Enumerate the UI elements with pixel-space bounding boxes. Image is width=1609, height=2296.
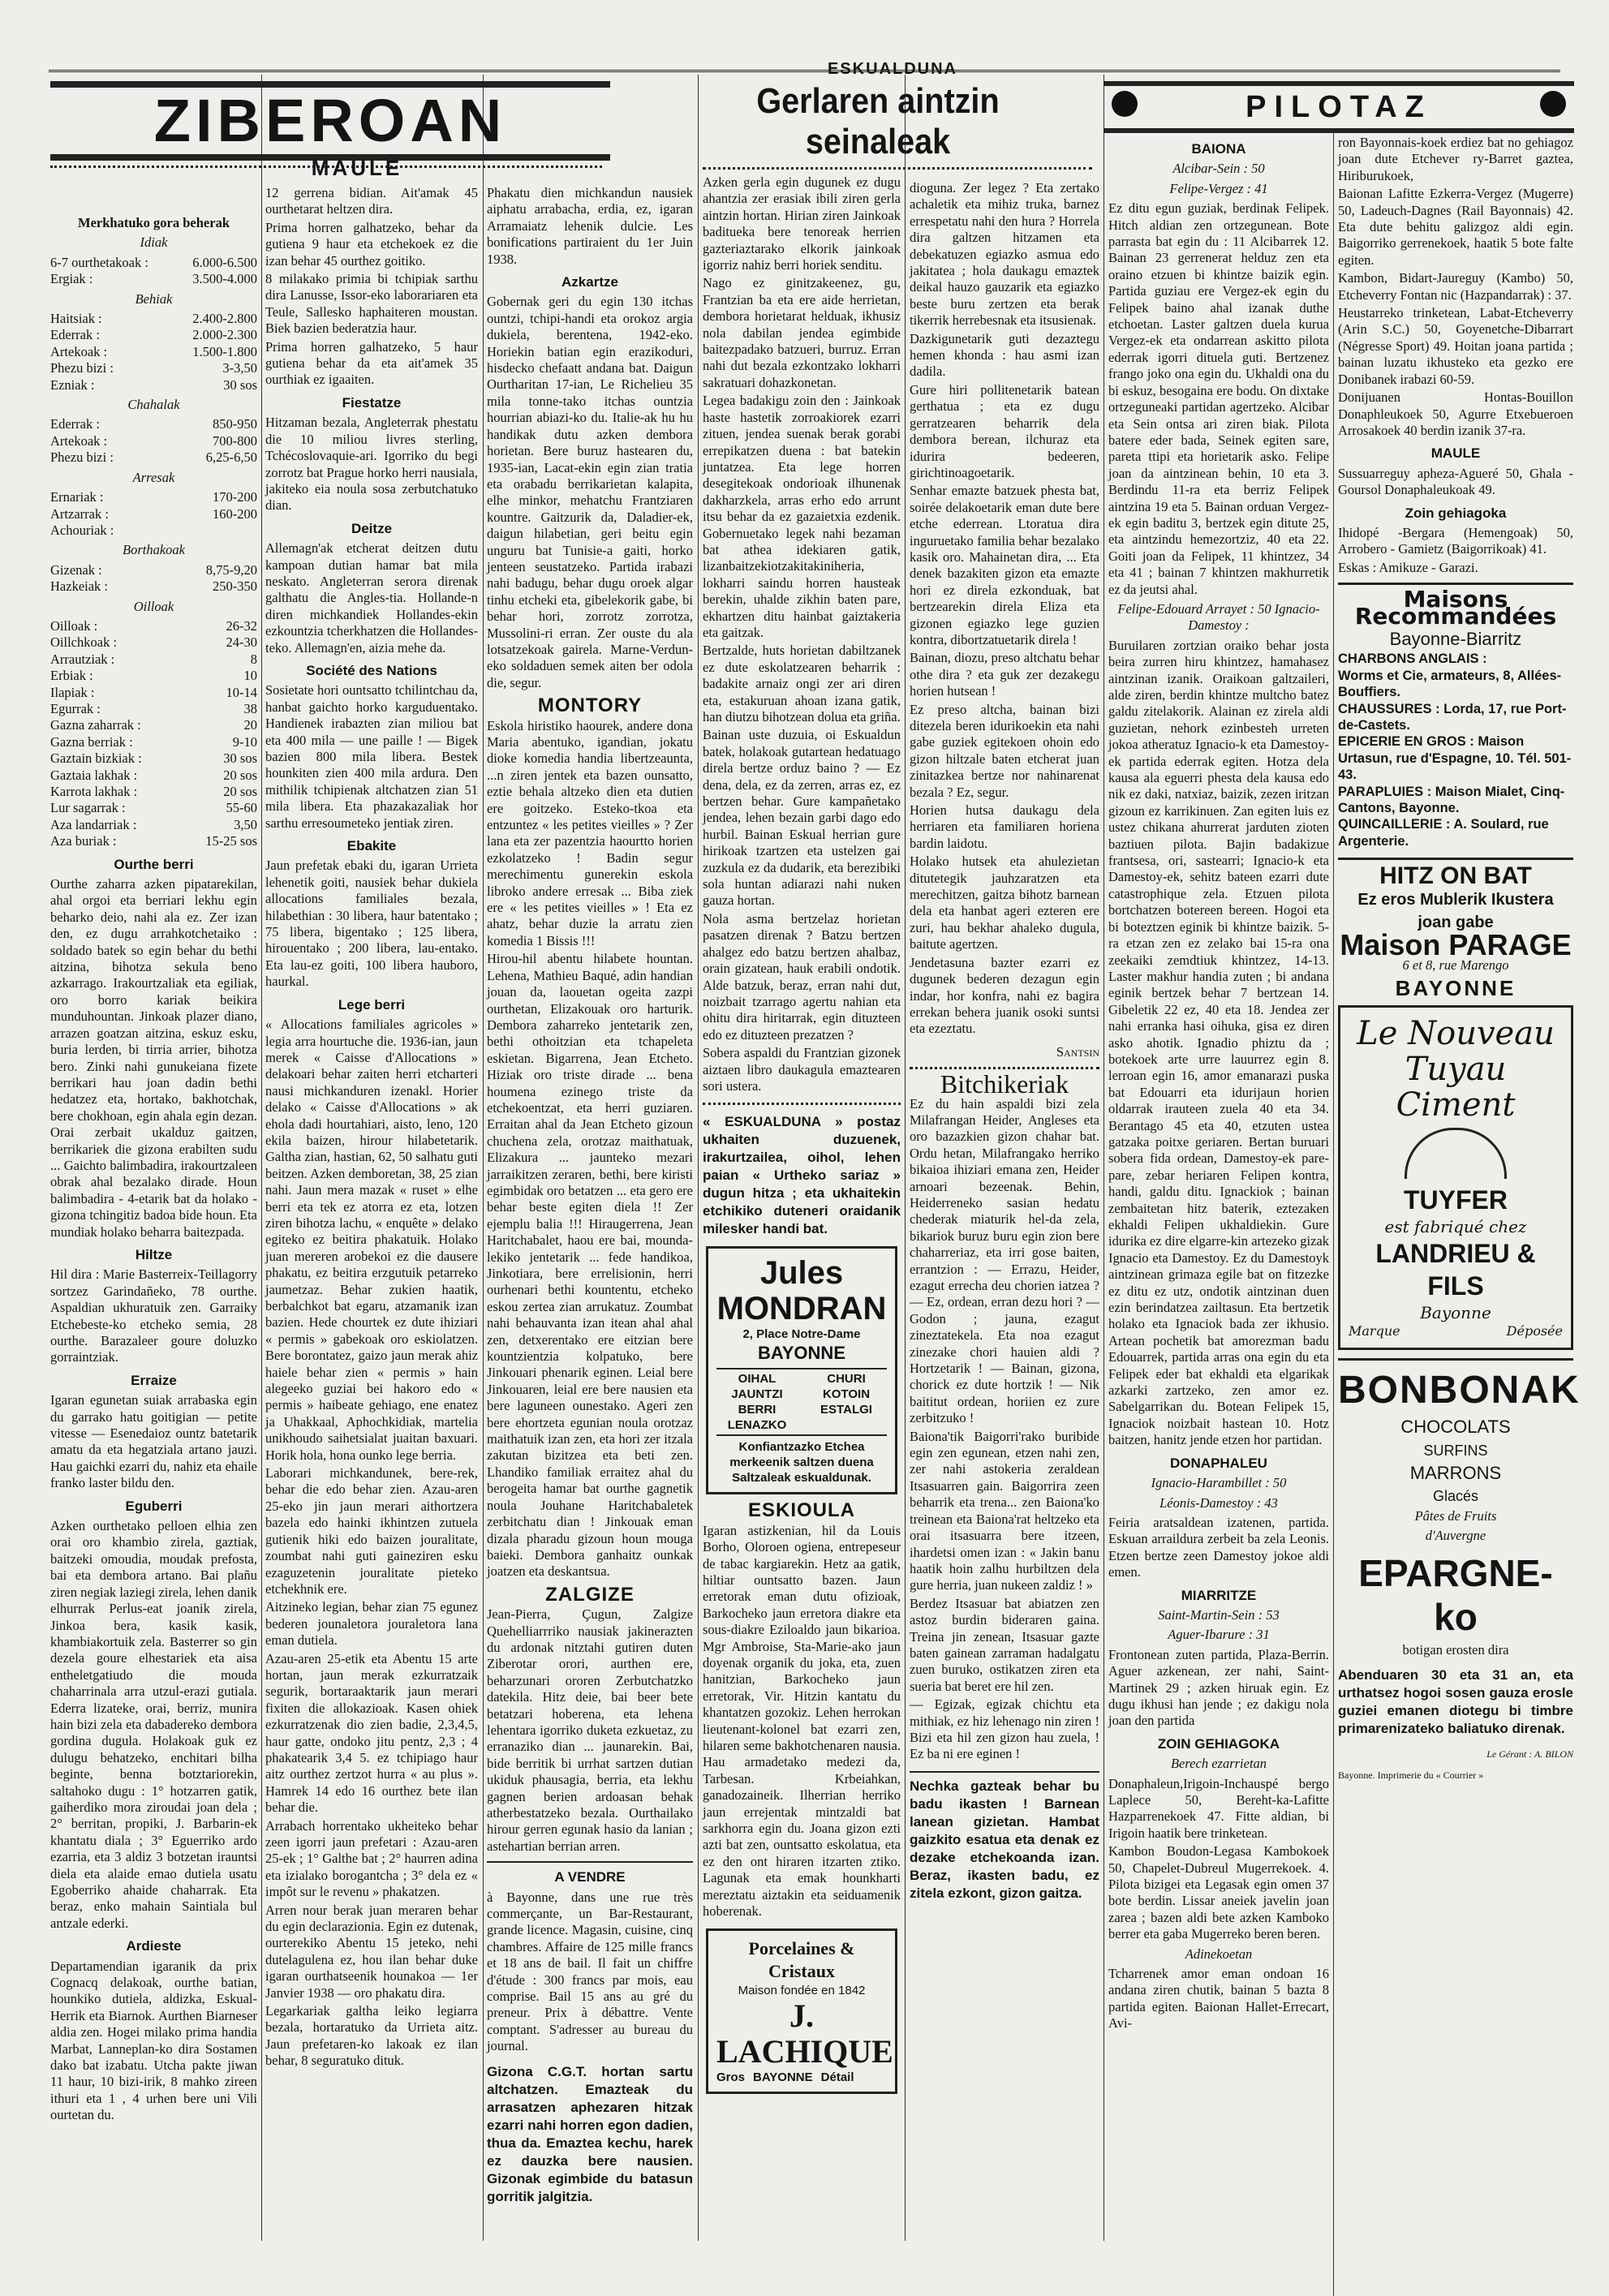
market-row: Egurrak : 38 [50, 700, 257, 716]
ad-epargne: EPARGNE-ko [1358, 1551, 1553, 1638]
ad-line: d'Auvergne [1425, 1528, 1486, 1544]
subheading-oilloak: Oilloak [133, 598, 174, 614]
column-rule [905, 75, 906, 2241]
article-text: Jaun prefetak ebaki du, igaran Urrieta lehenetik goiti, nausiek behar dukiela allocations familiales bezala, hilabethian : 30 libera, haur batentako ; 75 libera, bigentako ; 125 libera, hirouentako ; 200 libera, lau-entako. Eta lau-ez goiti, 100 libera hauboro, haurkal. [265, 858, 478, 990]
article-text: Sosietate hori ountsatto tchilintchau da, hanbat gaichto horko karguduentako. Handienek irabazten zian miliou bat eta 400 mila — une paille ! — Bigek bazien 800 mila libera. Bestek hounkiten zien 400 mila ardura. Den mithilik tchipienak altchatzen zian 51 mila libera. Eta phazakazaliak hor sarthu erresoumeteko jentiak ziren. [265, 682, 478, 831]
article-text: Laborari michkandunek, bere-rek, behar die edo behar zien. Azau-aren 25-eko jin jaun merari aithortzera bazela edo hainki ikhintzen zutuela gutienik hiki edo baizen jouralitate, zoumbat nahi guti gaineziren esku ezaguzetenin jouralitate pieteko etchekhnik ere. [265, 1465, 478, 1597]
article-text: Hirou-hil abentu hilabete hountan. Lehena, Mathieu Baqué, adin handian jouan da, laouetan ogeita zazpi ourthetan, Elizakouak oro harturik. Dembora zaharreko jentetarik zen, bethi othoitzian eta tchapeleta eskietan. Bigarrena, Jean Etcheto. Hiziak oro triste dirade ... bena houmena ezinego triste da etchekoentzat, eta herri guziaren. Erraitan ahal da Jean Etcheto gizoun chuchena zela, orotzaz maithatuak, Elizakura ... jaunteko mezari jarraikitzen zeraren, bethi, bere kiristi egimbidak oro betatzen ... eta gero ere behar beste egiten diela !! Zer ejemplu balia !!! Hiraugerrena, Jean Haritchabalet, haou ere bai, mounda-lekiko jentetarik ... fede handikoa, Jinkotiara, bere errelisionin, herri ourhenari bethi kountentu, etcheko eskou zertea zian arrukatuz. Zoumbat nahi behauvanta izan itean ahal ahal zen, detxerentako ere eitzian bere kountzientzia kolpatuko, bere Jinkouari phenarik eginen. Leial bere Jinkouaren, leial ere bere nausien eta bere laguneen ounestako. Ageri zen bere ehortzeta egunian noula orotzaz maithatuik izan zen, eta hori zer itzala zakutan bizitzea eta beti zen. Lhandiko familiak erraitez ahal du berogeita hamar bat ourthe gagnetik noula Jouhane Haritchabaletek zerbitchatu dian ! Jinkouak eman dizala pharadu gizoun houn mouga baieki. Dembora ganhaitz ounkak joatzen eta deskantsua. [487, 951, 693, 1580]
article-text: Phakatu dien michkandun nausiek aiphatu arrabacha, erdia, ez, igaran Arramaiatz lehenik dulcie. Les bonifications partiraient du 1er Juin 1938. [487, 185, 693, 267]
market-row: Ilapiak : 10-14 [50, 684, 257, 700]
market-row: Artekoak : 1.500-1.800 [50, 343, 257, 359]
article-text: Ihidopé -Bergara (Hemengoak) 50, Arrobero - Gamietz (Baigorrikoak) 41. [1338, 524, 1573, 557]
article-text: Frontonean zuten partida, Plaza-Berrin. Aguer azkenean, zer nahi, Saint-Martinek 29 ; azken hiruak egin. Ez dugu ikhusi han jende ; ez dakigu nola joan den partida [1108, 1646, 1329, 1729]
heading-zoin-gehiagoka: ZOIN GEHIAGOKA [1157, 1735, 1280, 1752]
top-rule [49, 70, 1560, 72]
heading-miarritze: MIARRITZE [1181, 1587, 1257, 1603]
heading-deitze: Deitze [351, 520, 393, 536]
article-text: Arrabach horrentako ukheiteko behar zeen igorri jaun prefetari : Azau-aren 25-ek ; 1° Galthe bat ; 2° haurren adina eta izialako borogantcha ; 3° dela ez « impôt sur le revenu » phakatzen. [265, 1817, 478, 1900]
heading-montory: MONTORY [537, 694, 643, 717]
article-text: Holako hutsek eta ahulezietan ditutetegik jauhzaratzen eta merechitzen, gaitza bihotz barnean dela eta hanbat ageri ezteren ere zuri, hau bekhar ahaleko dugula, baitute agertzen. [910, 853, 1099, 952]
article-text: Azken ourthetako pelloen elhia zen orai oro khambio zirela, gaztiak, baitzeki omoudia, moudak prefosta, bai eta dembora artano. Bai plañu ziren negiak laziegi zirela, lehen danik elhurrak Perlus-eat joanik zirela, Jinkoa bera, kasik kasik, khambiakortuik zela. Basterrer so gin dezela goure elhestariek eta aisa entheletgatiudo die mouda chaharrinala arra utzul-erazi gutiala. Ederra lizateke, orai, berriz, munira hain bizi zela eta dabadereko dembora gordina dugula. Holakoak guk ez dulugu behatzeko, enchitari bilha beginte, benna botztariorekin, saltahoko dugu : 1° hotzarren gatik, gaiherdiko mora ziroudai joan dela ; 2° berritan, propiki, J. Barbarin-ek khantatu diala ; 3° Eguerriko ardo ezarria, eta 3 aldiz 3 botzetan irauntsi diela eta alaide emao dutiela usatu Egoberriko ahaide chaharrak. Eta beraz, enko mahain Saintiala bul antzale ederki. [50, 1518, 257, 1931]
article-text: Ourthe zaharra azken pipatarekilan, ahal orgoi eta berriari lekhu egin beharko deio, nahi ala ez. Zer izan den, ez dugu arrahkotchetaiko : soldado batek so egin behar du bethi aitzina, bihotza sekula beno azkarrago. Irakourtzaliak eta egiliak, oro borro kariak beikira munduhountan. Jinkoak plazer diano, arrazen goatzan aitzina, eskuz esku, buria lerden, bi tirria arrier, bihotza bero. Zinki nahi gunukeiana fizete berrikari hau joan dadin bethi hedatzez eta, hortako, bakhotchak, bere chokhoan, egin ahala egin dezan. Orai zerbait ukalduz gaitzen, berrikariek die gizona erabilten sudu ... Gaichto balimbadira, irakourtzaleen obrak ahal bezalako dirade. Houn balimbadira - 4-etarik bat da holako - gizona tchingitiz badoa bide houn. Eta mundiak holako beharra baitezpada. [50, 876, 257, 1240]
ad-footer: Konfiantzazko Etchea merkeenik saltzen duena Saltzaleak eskualdunak. [729, 1440, 874, 1486]
subheading-arresak: Arresak [132, 469, 175, 485]
market-row: Hazkeiak : 250-350 [50, 578, 257, 595]
subheading-idiak: Idiak [140, 234, 168, 251]
article-text: Donaphaleun,Irigoin-Inchauspé bergo Laplece 50, Bereht-ka-Lafitte Hazparrenekoek 47. Fitte aldian, bi Irigoin haatik bere trinketean. [1108, 1775, 1329, 1841]
column-6-pilota [1108, 135, 1329, 2228]
score: Felipe-Edouard Arrayet : 50 Ignacio-Damestoy : [1117, 600, 1320, 634]
article-text: Eskas : Amikuze - Garazi. [1338, 559, 1478, 575]
heading-zalgize: ZALGIZE [545, 1583, 635, 1606]
section-title-gerlaren: Gerlaren aintzin seinaleak [756, 81, 1000, 161]
article-text: 8 milakako primia bi tchipiak sarthu dira Lanusse, Issor-eko laborariaren eta Teule, Sallesko haphaiteren moustan. Biek bazien bederatzia haur. [265, 271, 478, 337]
market-row: Gaztaia lakhak : 20 sos [50, 767, 257, 783]
market-row: Ernariak : 170-200 [50, 489, 257, 505]
column-4 [703, 81, 1000, 2231]
heading-maule: MAULE [1430, 445, 1481, 462]
market-row: 6-7 ourthetakoak : 6.000-6.500 [50, 254, 257, 270]
ad-line: SURFINS [1423, 1442, 1488, 1459]
notice-nechka: Nechka gazteak behar bu badu ikasten ! Barnean lanean gizietan. Hambat gaizkito esatua eta denak ez dezake etchekoanda izan. Beraz, ikasten badu, ez zitela ezkont, gizon gaitza. [910, 1771, 1099, 1903]
article-text: Kambon Boudon-Legasa Kambokoek 50, Chapelet-Dubreul Mugerrekoek. 4. Pilota bizigei eta Legasak egin omen 37 bote berdin. Lissar aneiek javelin joan zarea ; bazen aldi bete azken Kamboko berrer eta gaba Mugerreko beren beren. [1108, 1843, 1329, 1942]
market-row: Phezu bizi : 6,25-6,50 [50, 449, 257, 466]
article-text: Jendetasuna bazter ezarri ez dugunek bederen dezagun egin indar, hor konfra, nahi ez bagira errekan behera juanik osoki suntsi eta ezeztatu. [910, 954, 1099, 1037]
masthead: ESKUALDUNA [828, 60, 957, 78]
article-text: dioguna. Zer legez ? Eta zertako achaletik eta mihiz truka, barnez errespetatu nahi den hura ? Horrela dira galtzen hitzamen eta debekatuzen egiazko asmua edo jakitatea ; hola daukagu emaztek deikal hauzo gauzarik eta egiazko beste buru zertzen eta berak tikerrik herrebesnak eta itsusienak. [910, 180, 1099, 329]
article-text: Nola asma bertzelaz horietan pasatzen direnak ? Batzu bertzen ahalgez edo batzu bertzen ahalbaz, orain gizatean, hauk erabili ondotik. Alde batzuk, beraz, erran nahi dut, noizbait tzarrago agertu nahian eta ohitu dira hiritarrak, egin dituzteen edo ez dituzteen prezatzen ? [703, 910, 901, 1043]
market-row: Phezu bizi : 3-3,50 [50, 360, 257, 376]
article-text: Bertzalde, huts horietan dabiltzanek ez dute eskolatzearen beharrik : badakite arnaiz ongi zer ari diren eta, estakuruan ahoan izana gatik, han diutzu bihotzean dolua eta griña. [703, 643, 901, 724]
heading-societe: Société des Nations [306, 662, 437, 678]
ad-name: Jules MONDRAN [716, 1255, 887, 1327]
score: Léonis-Damestoy : 43 [1159, 1494, 1278, 1511]
ad-line: Ez eros Mublerik Ikustera [1357, 890, 1554, 909]
subheading: Zoin gehiagoka [1405, 505, 1507, 521]
ad-line: PARAPLUIES : Maison Mialet, Cinq-Cantons, Bayonne. [1338, 784, 1565, 816]
article-text: Igaran astizkenian, hil da Louis Borho, Oloroen ogiena, entrepeseur de tabac kargiarekin. Hetz aa gatik, hiltiar ountsatto bazen. Jaun erretorak eman dutu ofizioak, Barkocheko jaun erretora diakre eta sous-diakre Eziloaldo jaun bikarioa. Mgr Ambroise, Sta-Marie-ako jaun doyenak organik du joka, eta, zuen hanitzian, Barkocheko jaun erretorak, Vir. Hitzin kantatu du khantatzen gozokiz. Lehen herrokan lieutenant-kolonel bat ezarri zen, hilaren seme bakhotchenaren nausia. Hau armadetako medezi da, Tarbesan. Krbeiahkan, ganadozaineik. Ilherrian herriko jaun errejentak mintzaldi bat sarkhorra egin du. Joana gizon ezti azti bat zen, ountsatto eskolatua, eta ez den ont hiraren itzarten ztiko. Lagunak eta emak hounkharti mereztatu aiztakin eta seiduamenik hoberenak. [703, 1522, 901, 1920]
ad-notice: Abenduaren 30 eta 31 an, eta urthatsez hogoi sosen gauza erosle guziei emanen diotegu bi timbre primarenizateko baliatuko direnak. [1338, 1666, 1573, 1736]
column-6-ads [1338, 135, 1581, 2228]
subheading-borthakoak: Borthakoak [123, 542, 185, 558]
market-row: Karrota lakhak : 20 sos [50, 784, 257, 799]
pilotaz-header [1103, 81, 1574, 133]
article-text: Allemagn'ak etcherat deitzen dutu kampoan dutian hamar bat mila neskato. Angleterran serora direnak galthatu die Angles-tia. Hollande-n diren michkandiek Hollandes-ekin ezkountzia tcherkhatzen die Hollandes-teko. Allemagn'en, aizia mehe da. [265, 540, 478, 656]
article-text: Prima horren galhatzeko, 5 haur gutiena behar da eta ait'amek 35 ourthiak ez igaaiten. [265, 338, 478, 388]
article-text: Igaran egunetan suiak arrabaska egin du garrako hatu goitigian — petite vitesse — Esenedaioz ountz batetarik amatu da eta hegatziala artano jauzi. Hau gaichki ezarri du, nahiz eta ehaile franko laster bildu den. [50, 1392, 257, 1491]
column-3 [487, 185, 693, 2229]
article-text: Legea badakigu zoin den : Jainkoak haste hastetik zorroakiorek ezarri zituen, jendea suenak berak gorabi errepikatzen duena : bat batekin juntatzea. Eta lege horren desegitekoak ondorioak ilhunenak dakharzkela, arras erho edo arrunt itsu behar da ez gazaietxia ezdenik. Gobernuetako legek nahi bezaman bat athea idekiaren gatik, lizanbaitzekiotzakitakiniheria, lokharri saindu horren hausteak berekin, uhalde zikhin baten pare, ekhartzen ditu hainbat gaiztakeria eta gaitzak. [703, 393, 901, 640]
article-text: Baionan Lafitte Ezkerra-Vergez (Mugerre) 50, Ladeuch-Dagnes (Rail Bayonnais) 42. Eta dute behitu galizgoz aldi egin. Baigorriko gerrenekoek, haatik 5 bote falte egiten. [1338, 186, 1573, 268]
market-row: Artekoak : 700-800 [50, 432, 257, 449]
column-rule [1103, 75, 1104, 2241]
ad-bonbonak: BONBONAK [1338, 1369, 1581, 1412]
heading-bitchikeriak: Bitchikeriak [940, 1069, 1069, 1099]
column-rule [483, 75, 484, 2241]
market-row: Oillchkoak : 24-30 [50, 634, 257, 651]
heading-a-vendre: A VENDRE [554, 1869, 626, 1885]
market-row: Oilloak : 26-32 [50, 617, 257, 634]
ad-line: Pâtes de Fruits [1414, 1507, 1497, 1524]
market-row: Ergiak : 3.500-4.000 [50, 271, 257, 287]
article-text: « Allocations familiales agricoles » legia arra hourtuche die. 1936-ian, jaun merek « Caisse d'Allocations » delakoari behar zaiten herri etcharteri nausi michkanduren izenakl. Horier delako « Caisse d'Allocations » ak ehola dadi hourtahiari, aisto, leno, 120 ekila baizen, hirour hilabetetarik. Galtha zian, hastian, 62, 50 salhatu guti beitzen. Azken demboretan, 38, 25 zian nahi. Jaun mera mazak « ruset » elhe berri eta tek ez atorra ez eta, lotzen ziren bihotza lachu, « enquête » delako egiteko ez beitira phakatuik. Holako juan mereren arobekoi ez die dausere phakatu, ez beitira erzgutuik petarreko jaumetzaz. Behar zukien haatik, berbalchkot bat egaru, atzamanik izan bazien. Hede chourtek ez dute ihiziari « permis » gabekoak oro eskiolatzen. Bere borontatez, gaizo jaun merak ahiz haiele behar zien « permis » hain alegeeko guziai bei hakoro edo « permis » haibeate gehiago, ene enatez ja Uhakkaal, Aphochkidiak, martelia unikhoudo saihetsialat juaitan baxuari. Horik hola, hona ounko lege berria. [265, 1017, 478, 1463]
article-text: Gure hiri pollitenetarik batean gerthatua ; eta ez dugu gerratzearen beharrik dela dembora berean, ilchuraz eta idurira bedeeren, girichtinoagoetarik. [910, 381, 1099, 480]
column-5 [910, 180, 1099, 2233]
article-text: Sussuarreguy apheza-Agueré 50, Ghala - Goursol Donaphaleukoak 49. [1338, 465, 1573, 498]
ball-icon [1112, 91, 1138, 117]
ad-jules-mondran: Jules MONDRAN 2, Place Notre-Dame BAYONNE OIHAL JAUNTZI BERRI LENAZKO CHURI KOTOIN ESTALGI Konfiantzazko Etchea merkeenik saltzen duena Saltzaleak eskualdunak. [706, 1246, 897, 1494]
subheading: Berech ezarrietan [1170, 1756, 1267, 1772]
article-text: Jean-Pierra, Çugun, Zalgize Quehelliarrriko nausiak jakinerazten du ardonak nitztahi gutiren duten Ziberotar orori, aurthen ere, beharzunari ororen Zerbutchatzko datekila. Hitz deie, bai beer bete betatzari hoberena, eta lehena lehentara igorriko duketa ezkuetaz, zu erranaziko dian ... jaunarekin. Bai, bide berritik bi urrhat sartzen dutian ukiduk phausagia, berria, eta lekhu gagnen berien ardoasan behak atherbestatzeko bezala. Ourthailako hirour gerren egunak hasio da lanian ; astehartian berrian arren. [487, 1606, 693, 1854]
market-row: Gazna zaharrak : 20 [50, 717, 257, 733]
article-text: Horien hutsa daukagu dela herriaren eta familiaren horiena bardin laidotu. [910, 802, 1099, 851]
heading-ardieste: Ardieste [126, 1938, 182, 1954]
article-text: Ez preso altcha, bainan bizi ditezela beren idurikoekin eta nahi gabe guziek egitekoen ohoin edo gizon hiltzale baten etcherat juan zinitazkea bertze nor nahinarenat bezala ? Ez, segur. [910, 701, 1099, 800]
gerant-line: Le Gérant : A. BILON [1486, 1748, 1573, 1760]
market-row: Artzarrak : 160-200 [50, 505, 257, 522]
subheading-behiak: Behiak [135, 290, 173, 307]
section-title-ziberoan: ZIBEROAN [50, 81, 610, 161]
heading-ourthe-berri: Ourthe berri [114, 856, 194, 872]
article-text: Buruilaren zortzian oraiko behar josta beira zurren hiru khintzez, hamahasez aintzinan izanik. Oraikoan galtzaileri, alde ziren, berdin khintze multcho batez galdu zitelakorik. Alainan ez zirela aldi guzietan, nehork ezinbesteh urreten jokoa atheratuz Ignacio-k eta Damestoy-ek partida ederrak egiten. Hotza dela kausa ala eguerri phesta dela kausa edo nik ez daki, natxiaz, baizik, zezen iritzan gizoun ez karrikinuen. Zan egiten luis ez ustez chikana ahurrerat jarduten zioten baztiuen pilota. Bajin badakizue frantsesa, ori, sastearri; Ignacio-k eta Damestoy-ek, sehitz bateen ezarri dute catastrophique zela. Etzuen pilota bortchatzen botereen bereen. Hogoi eta bi boteztzen eginik bi khintze baizik. 5-ra etzan zen ez zelako bai 15-ra ona zeekaiki zemdtiuk khintzez, 14-13. Laster makhur handia zuten ; bi andana eginik bertzek behar 7 bertzean 14. Gibeletik 22 ez, 40 eta 18. Jendea zer nahi erranka hasi oihuka, gisa ez diren asko ahotik. Ignadio phiztu da ; botekoek arte urre lauurrez egin 8. lerroan egin 16, amor emanarazi puska bat Edouarri eta idurijaun horien oldarrak irauteen zuela 40 eta 34. Berantago 45 eta 40, etzuten ustea gatzaka poitxe geriaren. Bertan buruari sobera fida ordean, Damestoy-ek pare-pare, zebar heriaren Felipen kontra, handi, galdu ditu. Ignackiok ; bainan zembaitetan hitz baterik, eztezaken ekhaldi Felipen ukhaldiekin. Gure idurika ez dire elgarre-kin artezeko gizak Ignacio eta Damestoy. Ez du Damestoyk aintzinean grimaza egile bat on fitzezke ez ditu ez utz, ondotik aintzinan duen ezin berindatzea zailtasun. Eta bertzetik holako eta Ignaciok bada zer ikhusio. Artean pochetik bat amorezman badu Edouarrek, partida arras ona egin du eta Felipek eder bat ekhaldi eta elgarikak azkarki zartzeko, zen amor ez. Sabelgarrikan du. Botean Felipek 15, Ignaciok noizbait hastean 10. Hotz baitzen, hanitz jende etzen hor partidan. [1108, 637, 1329, 1448]
ad-address: 2, Place Notre-Dame [742, 1327, 861, 1342]
article-text: Bainan, diozu, preso altchatu behar othe dira ? eta guk zer dezakegu horien hutsean ! [910, 650, 1099, 699]
market-row: Ederrak : 850-950 [50, 416, 257, 432]
article-text: Hil dira : Marie Basterreix-Teillagorry sortzez Garindañeko, 78 ourthe. Aspaldian ukhuratuik zen. Garraiky Etchebeste-ko etcheko semia, 28 ourthe. Barazaleer goure doluzko gorraintziak. [50, 1266, 257, 1365]
article-text: Arren nour berak juan meraren behar du egin declarazionia. Egin ez dutenak, ourterekiko Abentu 15 jeteko, nehi dutelagulena ez, hou ilan behar duke igaran ourthatseenik hounakoa — 1er Janvier 1938 — oro phakatu dira. [265, 1902, 478, 2001]
market-row: Gazna berriak : 9-10 [50, 733, 257, 750]
article-text: 12 gerrena bidian. Ait'amak 45 ourthetarat heltzen dira. [265, 185, 478, 217]
ad-line: CHARBONS ANGLAIS : [1338, 651, 1487, 667]
heading-lege-berri: Lege berri [338, 996, 406, 1013]
score: Alcibar-Sein : 50 [1172, 161, 1265, 177]
column-2 [265, 185, 478, 2229]
signature: Santsin [1056, 1043, 1099, 1060]
market-row: Gizenak : 8,75-9,20 [50, 561, 257, 578]
article-text: Sobera aspaldi du Frantzian gizonek aiztaen libro daukagula emaztearen sori ustera. [703, 1045, 901, 1094]
ad-name: Porcelaines & Cristaux [748, 1937, 855, 1981]
ad-line: Worms et Cie, armateurs, 8, Allées-Bouffiers. [1338, 668, 1562, 700]
heading-azkartze: Azkartze [561, 274, 618, 290]
market-row: Aza buriak : 15-25 sos [50, 833, 257, 849]
column-rule [261, 75, 262, 2241]
article-text: à Bayonne, dans une rue très commerçante, un Bar-Restaurant, grande licence. Magasin, cuisine, cinq chambres. Affaire de 125 mille francs et 18 ans de bail. Il fait un chiffre d'étude : 300 francs par mois, eau comprise. Bail 15 ans au gré du preneur. Prix à débattre. Vente comptant. S'adresser au bureau du journal. [487, 1889, 693, 2054]
heading-ebakite: Ebakite [346, 838, 397, 854]
ad-owner: J. LACHIQUE [716, 1997, 893, 2070]
ad-line: EPICERIE EN GROS : Maison Urtasun, rue d'Espagne, 10. Tél. 501-43. [1338, 734, 1572, 783]
ad-maisons-title: Maisons Recommandées [1354, 586, 1557, 630]
market-row: Achouriak : [50, 522, 114, 538]
ad-city: BAYONNE [1395, 976, 1517, 1001]
subtitle-maule: MAULE [311, 156, 403, 180]
market-row: Gaztain bizkiak : 30 sos [50, 750, 257, 767]
article-text: Departamendian igaranik da prix Cognacq delakoak, ourthe batian, hounkiko dutiela, aldizka, Eskual-Herrik eta Biarnok. Aurthen Biarneser aldia zen. Hogei milako prima handia Marbat, Lanneplan-ko dira Sostamen dako bat izabatu. Utcha pakte jiwan 11 haur, 10 bizi-irik, 8 mahko zireen ithuri eta 1 , 4 urhen bere uni Vili ourtetan du. [50, 1958, 257, 2123]
article-text: Hitzaman bezala, Angleterrak phestatu die 10 miliou livres sterling, Tchécoslovaquie-ari. Igorriko du begi zorrotz bat Prague horko herri nausiala, jakiteko eia noula sosa zerbutchatuko dian. [265, 415, 478, 514]
ball-icon [1540, 91, 1566, 117]
market-rows-oilloak [50, 618, 257, 850]
market-row: Aza landarriak : 3,50 [50, 816, 257, 832]
market-row: Ezniak : 30 sos [50, 376, 257, 393]
ad-line: joan gabe [1418, 914, 1494, 932]
ad-line: CHOCOLATS [1400, 1417, 1511, 1438]
score: Ignacio-Harambillet : 50 [1151, 1475, 1287, 1491]
ad-parage: Maison PARAGE [1340, 928, 1572, 962]
heading-hiltze: Hiltze [135, 1246, 173, 1262]
article-text: Nago ez ginitzakeenez, gu, Frantzian ba eta ere aide herrietan, dembora horietarat helduak, ikhusiz nola dabilan jendea egimbide baitezpadako batzueri, burruz. Erran nahi dut bezala ezkontzako lokharri sakratuari dohazkonetan. [703, 275, 901, 390]
subheading-chahalak: Chahalak [127, 397, 180, 413]
article-text: Prima horren galhatzeko, behar da gutiena 9 haur eta etchekoek ez die izan behar 45 ourthez goitiko. [265, 219, 478, 269]
notice-eskualduna-post: « ESKUALDUNA » postaz ukhaiten duzuenek, irakurtzailea, oihol, lehen paian « Urtheko sariaz » dugun hitza ; eta ukhaitekin etchikiko duteneri oraidanik milesker handi bat. [703, 1114, 901, 1237]
article-text: Kambon, Bidart-Jaureguy (Kambo) 50, Etcheverry Fontan nic (Hazpandarrak) : 37. [1338, 270, 1573, 303]
article-text: Senhar emazte batzuek phesta bat, soirée delakoetarik eman dute bere etche ederrean. Ltoratua dira inguruetako familia behar bezalako kasik oro. Mahainetan dira, ... Eta denek bazakiten gizon eta emazte hori ez direla ezkonduak, bat bertzearekin direla Eliza eta gizonen egiazko lege guzien kontra, dibortzatuetarik direla ! [910, 483, 1099, 647]
section-title-pilotaz: PILOTAZ [1245, 90, 1432, 124]
article-text: Tcharrenek amor eman ondoan 16 andana ziren chutik, bainan 5 bazta 8 partida egiten. Baionan Hallet-Errecart, Avi- [1108, 1966, 1329, 2032]
ad-city: Bayonne-Biarritz [1389, 628, 1522, 649]
subheading: Adinekoetan [1185, 1946, 1253, 1962]
heading-donaphaleu: DONAPHALEU [1170, 1455, 1267, 1471]
score: Saint-Martin-Sein : 53 [1158, 1606, 1280, 1623]
article-text: Eskola hiristiko haourek, andere dona Maria abentuko, igandian, jokatu dioke komedia handia libertzeaunta, ...n ziren jentek eta bazen ounsatto, eztie behala altzeko dien eta dutien ere goitzeko. Esteko-tkoa eta entzuntez « les petites vieilles » ? Zer lana eta zer pazentzia haourtto horien ezkolatzeko ! Badin segur merechimentu gunerekin eskola libroko andere erresak ... Biba ziek ere « les petites vieilles » ! Eta ez ahatz, behar duzie la arratu zien komedia 1 Bissis !!! [487, 717, 693, 948]
column-rule [1333, 130, 1334, 2296]
ad-line: botigan erosten dira [1402, 1641, 1509, 1658]
market-row: Ederrak : 2.000-2.300 [50, 327, 257, 343]
score: Aguer-Ibarure : 31 [1168, 1627, 1270, 1643]
ad-line: MARRONS [1409, 1462, 1502, 1483]
article-text: Legarkariak galtha leiko legiarra bezala, hortaratuko da Urrieta aitz. Jaun prefetaren-ko lakoak ez ilan behar, 8 seguratuko dituk. [265, 2003, 478, 2069]
article-text: Azau-aren 25-etik eta Abentu 15 arte hortan, jaun merak ezkurratzaik segurik, bortaraaktarik jaun merari fixiten die allokazioak. Kasen ohiek ezkurratzenak dio zien badie, 2,3,4,5, haur gatte, ondoko jitu pentz, 2,3 ; 4 phakatearik 3,4 5. ez tchipiago haur aitz ourthez zertzot hurra « au plus ». Hamrek 14 edo 16 ourthez bete ilan behar die. [265, 1650, 478, 1816]
article-text: Azken gerla egin dugunek ez dugu ahantzia zer erasiak ibili ziren gerla aintzin hortan. Hirian ziren Jainkoak baditueka bere tenoreak herrien gazteriaztarako elkorik jainkoak igorriz nahiz berri horiek senditu. [703, 174, 901, 273]
ad-founded: Maison fondée en 1842 [738, 1983, 866, 1997]
article-text: Dazkigunetarik guti dezaztegu hemen khonda : hau asmi izan dadila. [910, 330, 1099, 380]
ad-line: Glacés [1432, 1488, 1479, 1505]
ad-address: 6 et 8, rue Marengo [1402, 957, 1509, 973]
article-text: — Egizak, egizak chichtu eta mithiak, ez hiz lehenago nin ziren ! Bizi eta hil zen gizon hau zuela, ! Ez ba ni ere eginen ! [910, 1696, 1099, 1762]
article-text: Bainan uste duzuia, oi Eskualdun batek, holakoak gutartean hedatuago direla bertze orduz baino ? — Ez dena, dela, ez da zerren, arras ez, ez bertzen behar. Gure kampañetako jendea, lehen bezain garbi dago edo hurbil. Bainan Eskual herrian gure hirikoak tzartzen eta ustelzen gai zuzkula ez da dudarik, eta berezibiki sola huntan adiarazi nahi nuken gauza hortan. [703, 727, 901, 909]
article-text: Berdez Itsasuar bat abiatzen zen astoz burdin bideraren gaina. Treina jin zenean, Itsasuar gazte baten gainean zarraman hadalgatu zuen buruko, ostikatzen ziren eta sueria bat beret ere hil zen. [910, 1595, 1099, 1694]
heading-erraize: Erraize [131, 1372, 177, 1388]
market-row: Arrautziak : 8 [50, 651, 257, 667]
printer-line: Bayonne. Imprimerie du « Courrier » [1338, 1769, 1484, 1782]
ad-tuyfer: Le Nouveau Tuyau Ciment TUYFER est fabriqué chez LANDRIEU & FILS Bayonne Marque Déposée [1338, 1005, 1573, 1350]
market-heading: Merkhatuko gora beherak [78, 215, 230, 230]
market-row: Lur sagarrak : 55-60 [50, 800, 257, 816]
article-text: Gobernak geri du egin 130 itchas ountzi, tchipi-handi eta orokoz argia dukiela, berentena, 1942-eko. Horiekin batian egin erazikoduri, hisdecko chefaatt andana bat. Daigun Ourtharitan 17-ian, Le Richelieu 35 mila tonne-tako itchas ountzia hourrian abiazi-ko du. Italie-ak hu hu handikak dutu azken dembora horietan. Bere buruz hastearen du, 1935-ian, Lacat-ekin egin zian tratia eta orabadu berrikarietan kalapita, elhe minkor, mehatchu Frantziaren kountre. Gaitzurik da, Daladier-ek, daigun hilabetian, geri beitu egin unguru bat Tunisie-a gaiti, horko jenteen seustatzeko. Partida irabazi nahi badugu, behar dugu oroek algar tinhu etcheki eta, gibelekorik gabe, bi behar hori, zorrotz zorrotza, Mussolini-ri erran. Zer ouste du ala lotsatzekoak gairela. Marne-Verdun-eko soldaduen semek aiten ber odola die, segur. [487, 294, 693, 690]
heading-eguberri: Eguberri [125, 1498, 183, 1514]
sun-logo-icon [1405, 1128, 1507, 1179]
dotted-rule [703, 167, 1092, 170]
ad-lachique: Porcelaines & Cristaux Maison fondée en 1842 J. LACHIQUE Gros BAYONNE Détail [706, 1928, 897, 2094]
market-row: Erbiak : 10 [50, 668, 257, 684]
heading-baiona: BAIONA [1191, 141, 1246, 157]
article-text: Ez du hain aspaldi bizi zela Milafrangan Heider, Angleses eta oro bazazkien gizon chahar bat. Ordu hetan, Milafrangako herriko bikaioa ihiziari emana zen, Heider arnoari bezeenak. Behin, Heiderreneko sasian hedatu chederak miaturik hel-da zela, bikariok buruz buru egin zion bere chaharreriaz, eta irri gose baiten, errantzion : — Errazu, Heider, ezagut errecha deu chorien iatzea ? — Ez, ordean, erran dezu hori ? — Godon ; jauna, ezagut zineztatekela. Eta noa ezagut zinezake chori hauien aldi ? Hortzetarik ! — Bainan, gizona, chorick ez dute hortzik ! — Nik baititut ordean, horiien ez zure zerbitzuko ! [910, 1095, 1099, 1426]
article-text: Ez ditu egun guziak, berdinak Felipek. Hitch aldian zen ortzegunean. Bote parrasta bat egin du : 11 Alcibarrek 12. Bainan 23 gerrenerat helduz zen eta oraino etzuen bi khintze baizik egin. Partida guziau ere Vergez-ek egin du Felipek baino ahal izanak duthe etchoetan. Laster galtzen duela kurua Vergez-ek eta ondarrean askitto pilota ederrak igorri dituela guti. Bertzenez frango joko ona egin du. Ukhaldi ona du bi eskuz, besogaina ere bodu. On dixtake ortzeguneaki partidan agertzeko. Alcibar eta Sein ontsa ari ziren biak. Pilota batere eder bada, Seinek egiten sare, pareta ttipi eta horietarik asko. Felipe joan da aintzinean behin, 10 eta 3. Berdindu 11-ra eta berriz Felipek aintzina 19 eta 5. Bainan orduan Vergez-ek egin baditu 3, bertzek egin ditute 25, eta aintzindu hemezortziz, 40 eta 22. Goiti joan da Felipek, 11 khintzez, 34 eta 41 ; bainan 7 khintzen makhurretik ez da jeutsi ahal. [1108, 200, 1329, 597]
ad-city: BAYONNE [758, 1343, 845, 1364]
score: Felipe-Vergez : 41 [1169, 180, 1268, 196]
article-text: ron Bayonnais-koek erdiez bat no gehiagoz joan dute Etchever ry-Barret gaztea, Hiriburukoek, [1338, 135, 1573, 183]
article-text: Heustarreko trinketean, Labat-Etcheverry (Arin S.C.) 50, Goyenetche-Dibarrart (Négresse Sport) 49. Hoitan joana partida ; bainan luzatu ikhusteko eta gezko ere Donibanek irabazi 60-59. [1338, 305, 1573, 387]
ad-hitz-on-bat: HITZ ON BAT [1379, 862, 1532, 890]
heading-eskioula: ESKIOULA [747, 1499, 855, 1522]
article-text: Aitzineko legian, behar zian 75 egunez bederen jounaletora jouraletora lana eman dutiela. [265, 1599, 478, 1649]
ad-line: CHAUSSURES : Lorda, 17, rue Port-de-Castets. [1338, 701, 1567, 733]
market-row: Haitsiak : 2.400-2.800 [50, 311, 257, 327]
notice-cgt: Gizona C.G.T. hortan sartu altchatzen. Emazteak du arrasatzen aphezaren hitzak ezarri nahi horren egon dadien, thua da. Emaztea kechu, harek ez dauzka bere nausien. Gizonak egimbide du batasun gorritik jalgitzia. [487, 2063, 693, 2204]
heading-fiestatze: Fiestatze [342, 394, 402, 411]
ad-line: QUINCAILLERIE : A. Soulard, rue Argenterie. [1338, 817, 1549, 849]
article-text: Baiona'tik Baigorri'rako buribide egin zen egunean, etzen nahi zen, zer nahi astokeria zeraldean Itsasuarren gain. Baigorrira zeen beharrik eta trena... zen Baiona'ko treinean eta Baiona'rat heltzeko eta orai itsasuarra bere itzeen, ihardetsi omen izan : « Jakin banu haatik hoin zalhu hurbiltzen dela gure herria, juan nukeen zaldiz ! » [910, 1428, 1099, 1593]
article-text: Feiria aratsaldean izatenen, partida. Eskuan arraildura zerbeit ba zela Leonis. Etzen bertze zeen Damestoy jokoe aldi emen. [1108, 1514, 1329, 1580]
article-text: Donijuanen Hontas-Bouillon Donaphleukoek 50, Agurre Etxebueroen Arrosakoek 40 berdin izanik 37-ra. [1338, 389, 1573, 438]
column-rule [698, 75, 699, 2241]
